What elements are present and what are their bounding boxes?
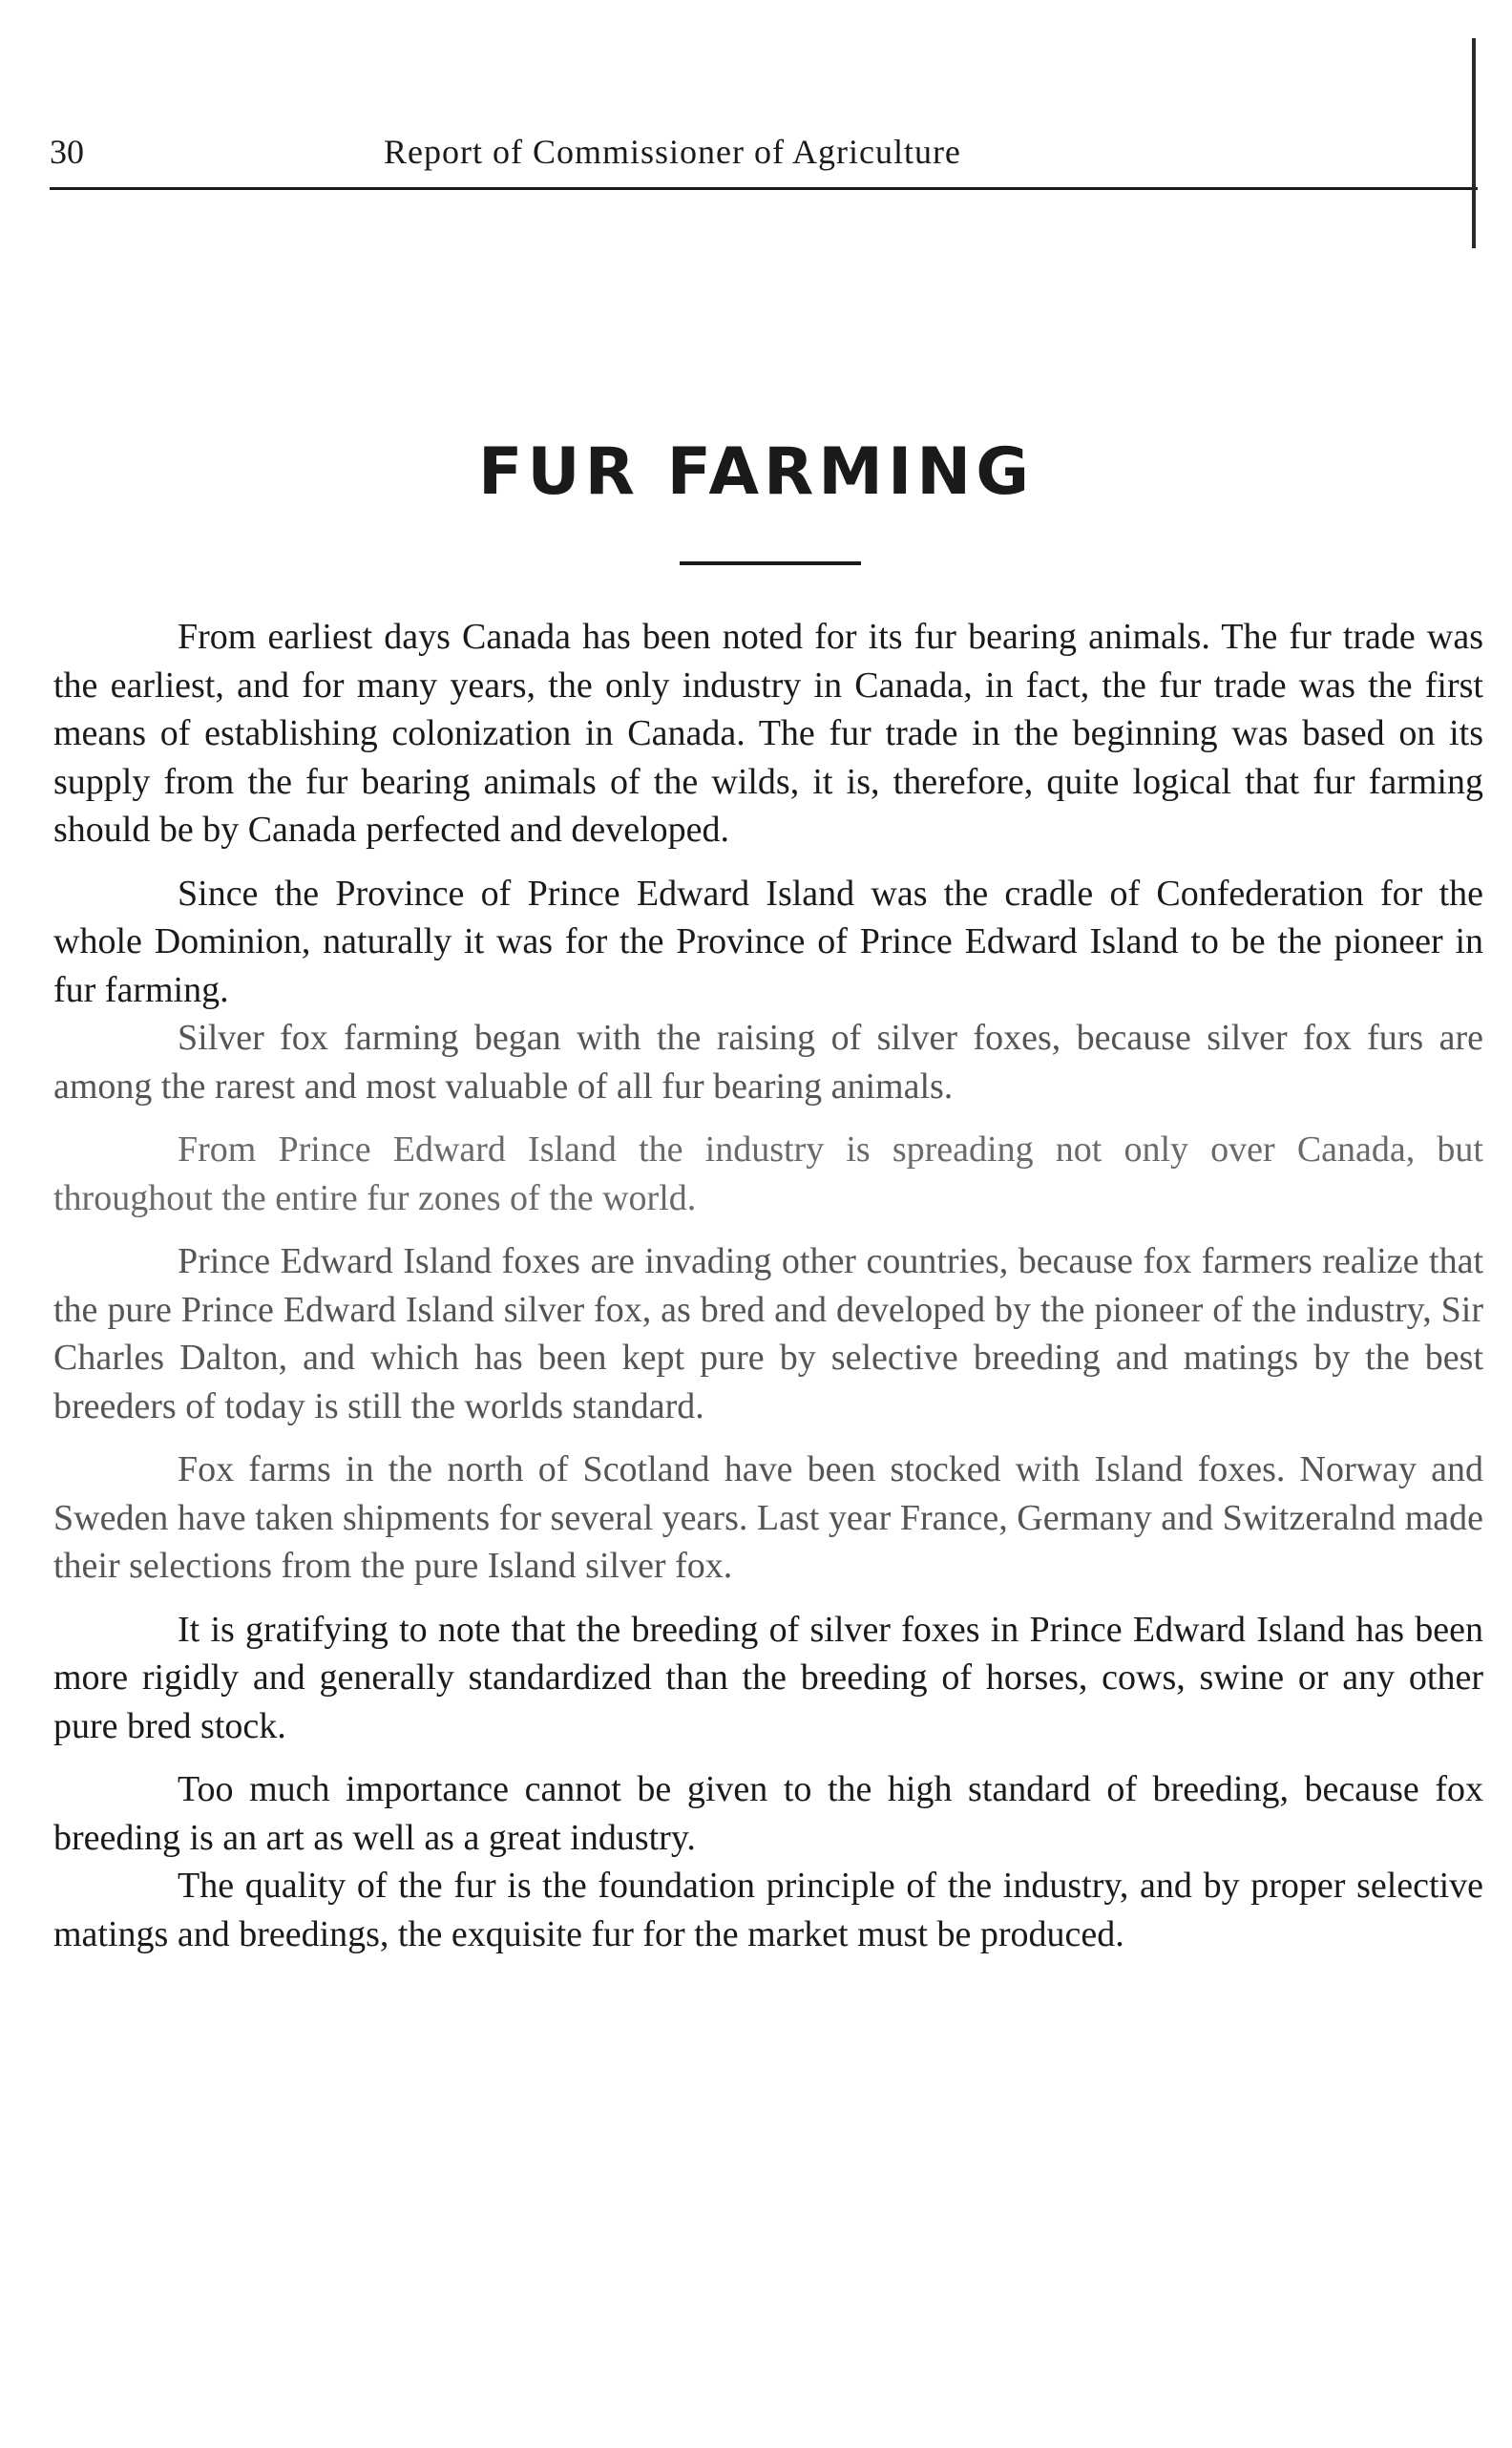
paragraph: Since the Province of Prince Edward Island was the cradle of Confederation for the whole Dominion, naturally it was for the Province of Prince Edward Island to be the pioneer in fur farming. <box>53 873 1483 1010</box>
title-rule <box>680 561 861 565</box>
page-number: 30 <box>50 133 84 171</box>
paragraph: It is gratifying to note that the breeding of silver foxes in Prince Edward Island has been more rigidly and generally standardized than the breeding of horses, cows, swine or any other pure bred stock. <box>53 1609 1483 1746</box>
paragraph: From Prince Edward Island the industry is spreading not only over Canada, but throughout the entire fur zones of the world. <box>53 1129 1483 1218</box>
paragraph: Prince Edward Island foxes are invading other countries, because fox farmers realize that the pure Prince Edward Island silver fox, as bred and developed by the pioneer of the industry, Sir Charles Dalton, and which has been kept pure by selective breeding and matings by the best breeders of today is still the worlds standard. <box>53 1241 1483 1426</box>
paragraph: Too much importance cannot be given to the high standard of breeding, because fox breeding is an art as well as a great industry. <box>53 1769 1483 1858</box>
running-head: Report of Commissioner of Agriculture <box>384 133 961 171</box>
paragraph: Fox farms in the north of Scotland have been stocked with Island foxes. Norway and Sweden have taken shipments for several years. Last year France, Germany and Switzeralnd made their selections from the pure Island silver fox. <box>53 1449 1483 1586</box>
page-header <box>50 132 1472 181</box>
paragraph: The quality of the fur is the foundation principle of the industry, and by proper selective matings and breedings, the exquisite fur for the market must be produced. <box>53 1866 1483 1954</box>
paragraph: Silver fox farming began with the raising of silver foxes, because silver fox furs are among the rarest and most valuable of all fur bearing animals. <box>53 1018 1483 1107</box>
page-title: FUR FARMING <box>477 434 1035 510</box>
paragraph: From earliest days Canada has been noted for its fur bearing animals. The fur trade was the earliest, and for many years, the only industry in Canada, in fact, the fur trade was the first means of establishing colonization in Canada. The fur trade in the beginning was based on its supply from the fur bearing animals of the wilds, it is, therefore, quite logical that fur farming should be by Canada perfected and developed. <box>53 617 1483 850</box>
page-edge-mark <box>1472 38 1476 248</box>
header-rule <box>50 187 1478 190</box>
article-body <box>53 613 1483 1958</box>
